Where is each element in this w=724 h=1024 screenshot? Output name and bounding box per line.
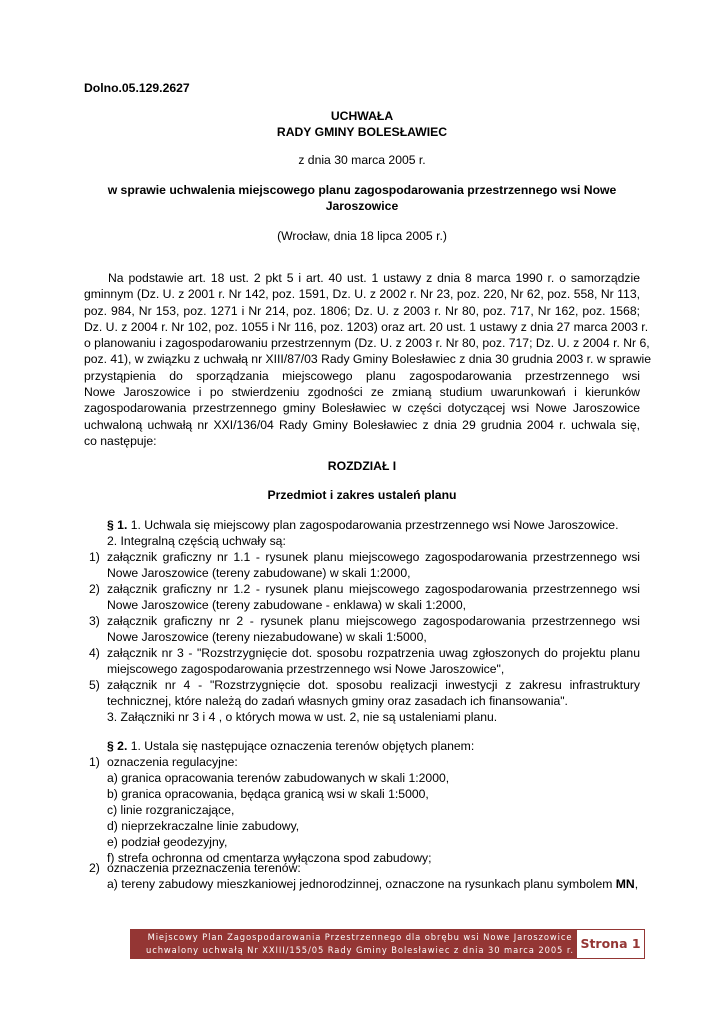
preamble-line: gminnym (Dz. U. z 2001 r. Nr 142, poz. 1591, Dz. U. z 2002 r. Nr 23, poz. 220, Nr 62, poz. 558, Nr 113,	[84, 287, 640, 302]
page-number: Strona 1	[580, 936, 641, 951]
list-item-line: miejscowego zagospodarowania przestrzennego wsi Nowe Jaroszowice",	[107, 662, 505, 676]
page-number-box	[576, 929, 645, 959]
sub-item: b) granica opracowania, będąca granicą wsi w skali 1:5000,	[107, 787, 429, 801]
footer-text	[140, 931, 580, 956]
list-number: 2)	[89, 582, 100, 596]
preamble-line: poz. 984, Nr 153, poz. 1271 i Nr 214, poz. 1806; Dz. U. z 2003 r. Nr 80, poz. 717, Nr 162, poz. 1568;	[84, 303, 640, 318]
list-item-line: technicznej, które należą do zadań własnych gminy oraz zasadach ich finansowania".	[107, 694, 568, 708]
list-item-line: załącznik graficzny nr 2 - rysunek planu miejscowego zagospodarowania przestrzennego wsi	[107, 614, 640, 628]
section2-paragraph1	[107, 738, 640, 754]
chapter-title: ROZDZIAŁ I	[327, 459, 397, 473]
sub-item: e) podział geodezyjny,	[107, 835, 228, 849]
resolution-subject-line2: Jaroszowice	[325, 199, 399, 213]
preamble-line: poz. 41), w związku z uchwałą nr XIII/87/03 Rady Gminy Bolesławiec z dnia 30 grudnia 2003 r. w sprawie	[84, 352, 651, 367]
list-item	[107, 645, 640, 677]
list-item	[107, 613, 640, 645]
list-item-line: załącznik nr 3 - "Rozstrzygnięcie dot. sposobu rozpatrzenia uwag zgłoszonych do projektu planu	[107, 646, 640, 660]
list-item-line: załącznik graficzny nr 1.2 - rysunek planu miejscowego zagospodarowania przestrzennego wsi	[107, 582, 640, 596]
section2-p1: 1. Ustala się następujące oznaczenia terenów objętych planem:	[130, 739, 475, 753]
section2-mark: § 2.	[107, 739, 128, 753]
sub-item: a) granica opracowania terenów zabudowanych w skali 1:2000,	[107, 771, 450, 785]
section1-paragraph1	[107, 517, 640, 533]
sub-item: c) linie rozgraniczające,	[107, 803, 235, 817]
symbol-mn: MN	[615, 877, 635, 891]
sub-item: f) strefa ochronna od cmentarza wyłączona spod zabudowy;	[107, 851, 432, 865]
list-item-line: załącznik nr 4 - "Rozstrzygnięcie dot. sposobu realizacji inwestycji z zakresu infrastruktury	[107, 678, 640, 692]
list-number: 5)	[89, 678, 100, 692]
list-number: 2)	[89, 861, 100, 875]
sub-item: d) nieprzekraczalne linie zabudowy,	[107, 819, 300, 833]
section1-mark: § 1.	[107, 518, 128, 532]
section1-p1: 1. Uchwala się miejscowy plan zagospodarowania przestrzennego wsi Nowe Jaroszowice.	[130, 518, 619, 532]
sub-item-punct: ,	[634, 877, 639, 891]
preamble-line: zagospodarowania przestrzennego gminy Bolesławiec w części dotyczącej wsi Nowe Jaroszowice	[84, 401, 640, 416]
list-number: 4)	[89, 646, 100, 660]
footer-line1: Miejscowy Plan Zagospodarowania Przestrzennego dla obrębu wsi Nowe Jaroszowice	[147, 932, 573, 942]
list-item-line: Nowe Jaroszowice (tereny niezabudowane) w skali 1:5000,	[107, 630, 427, 644]
preamble-line: o planowaniu i zagospodarowaniu przestrzennym (Dz. U. z 2003 r. Nr 80, poz. 717; Dz. U. z 2004 r. Nr 6,	[84, 336, 650, 351]
list-number: 3)	[89, 614, 100, 628]
preamble-line: przystąpienia do sporządzania miejscowego planu zagospodarowania przestrzennego wsi	[84, 368, 640, 383]
group1-label: oznaczenia regulacyjne:	[107, 755, 238, 769]
list-number: 1)	[89, 550, 100, 564]
document-title: UCHWAŁA	[330, 109, 394, 123]
resolution-subject-line1: w sprawie uchwalenia miejscowego planu zagospodarowania przestrzennego wsi Nowe	[107, 183, 617, 197]
preamble-line: uchwaloną uchwałą nr XXI/136/04 Rady Gminy Bolesławiec z dnia 29 grudnia 2004 r. uchwala się,	[84, 417, 640, 432]
list-number: 1)	[89, 755, 100, 769]
sub-item-text: a) tereny zabudowy mieszkaniowej jednorodzinnej, oznaczone na rysunkach planu symbolem	[107, 877, 616, 891]
list-item	[107, 677, 640, 709]
preamble-line: Nowe Jaroszowice i po stwierdzeniu zgodności ze zmianą studium uwarunkowań i kierunków	[84, 385, 640, 400]
list-item	[107, 549, 640, 581]
sub-item	[107, 876, 640, 892]
group2-label: oznaczenia przeznaczenia terenów:	[107, 861, 301, 875]
list-item-line: Nowe Jaroszowice (tereny zabudowane - enklawa) w skali 1:2000,	[107, 598, 467, 612]
section1-p2: 2. Integralną częścią uchwały są:	[107, 534, 286, 548]
list-item-line: załącznik graficzny nr 1.1 - rysunek planu miejscowego zagospodarowania przestrzennego wsi	[107, 550, 640, 564]
publication-note: (Wrocław, dnia 18 lipca 2005 r.)	[277, 229, 447, 243]
document-id: Dolno.05.129.2627	[84, 81, 190, 95]
preamble-line: co następuje:	[84, 433, 157, 448]
footer-line2: uchwalony uchwałą Nr XXIII/155/05 Rady Gminy Bolesławiec z dnia 30 marca 2005 r.	[146, 944, 574, 955]
preamble-line: Dz. U. z 2004 r. Nr 102, poz. 1055 i Nr 116, poz. 1203) oraz art. 20 ust. 1 ustawy z dnia 27 marca 2003 r.	[84, 319, 649, 334]
list-item-line: Nowe Jaroszowice (tereny zabudowane) w skali 1:2000,	[107, 566, 411, 580]
preamble-line: Na podstawie art. 18 ust. 2 pkt 5 i art. 40 ust. 1 ustawy z dnia 8 marca 1990 r. o samorządzie	[108, 271, 640, 285]
resolution-date: z dnia 30 marca 2005 r.	[298, 153, 426, 167]
council-name: RADY GMINY BOLESŁAWIEC	[276, 125, 448, 139]
preamble	[84, 270, 651, 449]
list-item	[107, 581, 640, 613]
chapter-subtitle: Przedmiot i zakres ustaleń planu	[267, 488, 457, 502]
section1-p3: 3. Załączniki nr 3 i 4 , o których mowa w ust. 2, nie są ustaleniami planu.	[107, 710, 498, 724]
